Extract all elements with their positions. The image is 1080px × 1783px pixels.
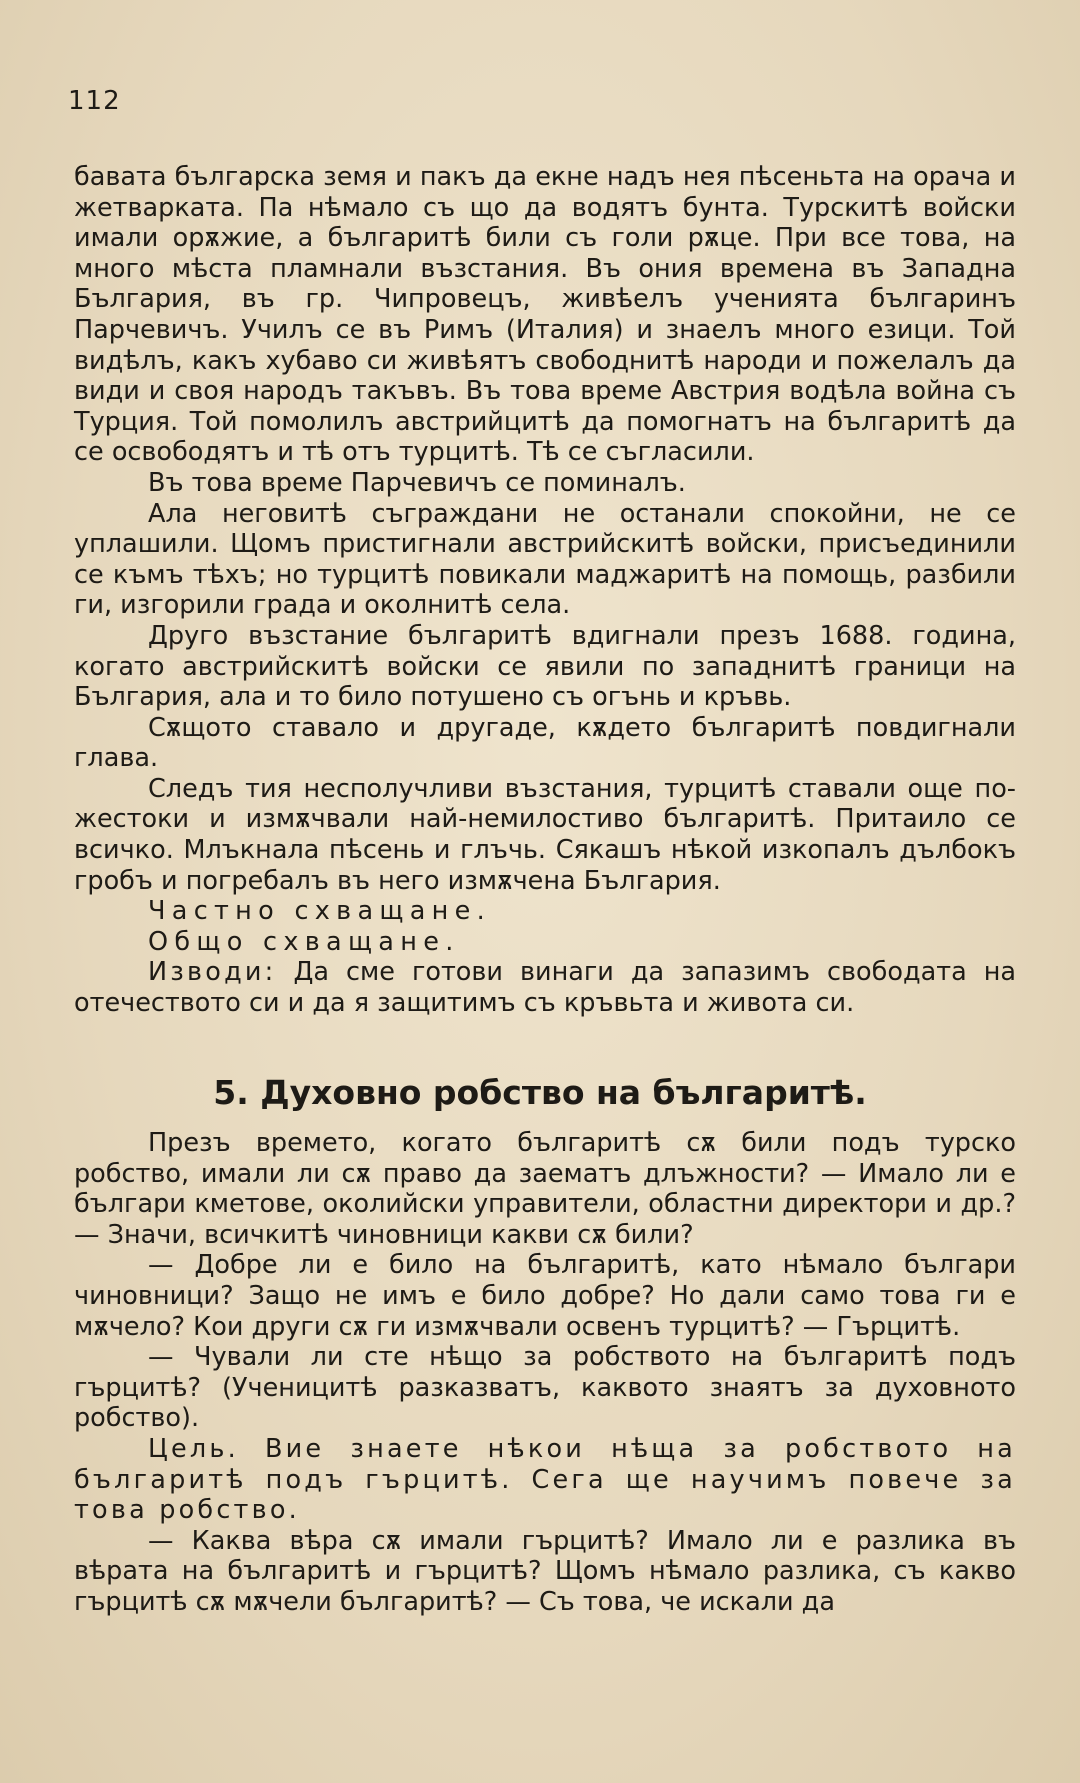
paragraph-questions-greeks: — Чували ли сте нѣщо за робството на българитѣ подъ гърцитѣ? (Ученицитѣ разказватъ, каквото знаятъ за духовното робство). xyxy=(74,1342,1016,1434)
paragraph-1688-uprising: Друго възстание българитѣ вдигнали презъ 1688. година, когато австрийскитѣ войски се явили по западнитѣ граници на България, ала и то било потушено съ огънь и кръвь. xyxy=(74,620,1016,713)
paragraph-aftermath: Следъ тия несполучливи възстания, турцитѣ ставали още по-жестоки и измѫчвали най-немилостиво българитѣ. Притаило се всичко. Млъкнала пѣсень и глъчь. Сякашъ нѣкой изкопалъ дълбокъ гробъ и погребалъ въ него измѫчена България. xyxy=(74,773,1016,896)
section-heading: 5. Духовно робство на българитѣ. xyxy=(213,1073,867,1112)
paragraph-chiprovtsi-uprising: Ала неговитѣ съграждани не останали спокойни, не се уплашили. Щомъ пристигнали австрийскитѣ войски, присъединили се къмъ тѣхъ; но турцитѣ повикали маджаритѣ на помощь, разбили ги, изгорили града и околнитѣ села. xyxy=(74,498,1016,621)
paragraph-goal: Цель. Вие знаете нѣкои нѣща за робството на българитѣ подъ гърцитѣ. Сега ще научимъ повече за това робство. xyxy=(74,1433,1016,1526)
conclusions-text: Да сме готови винаги да запазимъ свободата на отечеството си и да я защитимъ съ кръвьта и живота си. xyxy=(74,957,1016,1019)
partial-understanding: Частно схващане. xyxy=(148,896,492,927)
paragraph-questions-faith: — Каква вѣра сѫ имали гърцитѣ? Имало ли е разлика въ вѣрата на българитѣ и гърцитѣ? Щомъ нѣмало разлика, съ какво гърцитѣ сѫ мѫчели българитѣ? — Съ това, че искали да xyxy=(74,1525,1016,1617)
paragraph-questions-offices: Презъ времето, когато българитѣ сѫ били подъ турско робство, имали ли сѫ право да заематъ длъжности? — Имало ли е българи кметове, околийски управители, областни директори и др.? — Значи, всичкитѣ чиновници какви сѫ били? xyxy=(74,1128,1016,1250)
conclusions-label: Изводи: xyxy=(148,957,277,988)
conclusions xyxy=(74,957,1016,1018)
paragraph-parchevich: бавата българска земя и пакъ да екне надъ нея пѣсеньта на орача и жетварката. Па нѣмало съ що да водятъ бунта. Турскитѣ войски имали орѫжие, а българитѣ били съ голи рѫце. При все това, на много мѣста пламнали възстания. Въ ония времена въ Западна България, въ гр. Чипровецъ, живѣелъ ученията българинъ Парчевичъ. Училъ се въ Римъ (Италия) и знаелъ много езици. Той видѣлъ, какъ хубаво си живѣятъ свободнитѣ народи и пожелалъ да види и своя народъ такъвъ. Въ това време Австрия водѣла война съ Турция. Той помолилъ австрийцитѣ да помогнатъ на българитѣ да се освободятъ и тѣ отъ турцитѣ. Тѣ се съгласили. xyxy=(74,162,1016,468)
narrative-section xyxy=(74,162,1016,1019)
general-understanding: Общо схващане. xyxy=(148,926,460,957)
page-number: 112 xyxy=(68,86,121,116)
paragraph-death: Въ това време Парчевичъ се поминалъ. xyxy=(148,467,686,498)
spiritual-slavery-section xyxy=(74,1128,1016,1618)
paragraph-questions-officials: — Добре ли е било на българитѣ, като нѣмало българи чиновници? Защо не имъ е било добре? Но дали само това ги е мѫчело? Кои други сѫ ги измѫчвали освенъ турцитѣ? — Гърцитѣ. xyxy=(74,1250,1016,1342)
paragraph-elsewhere: Сѫщото ставало и другаде, кѫдето българитѣ повдигнали глава. xyxy=(74,712,1016,774)
